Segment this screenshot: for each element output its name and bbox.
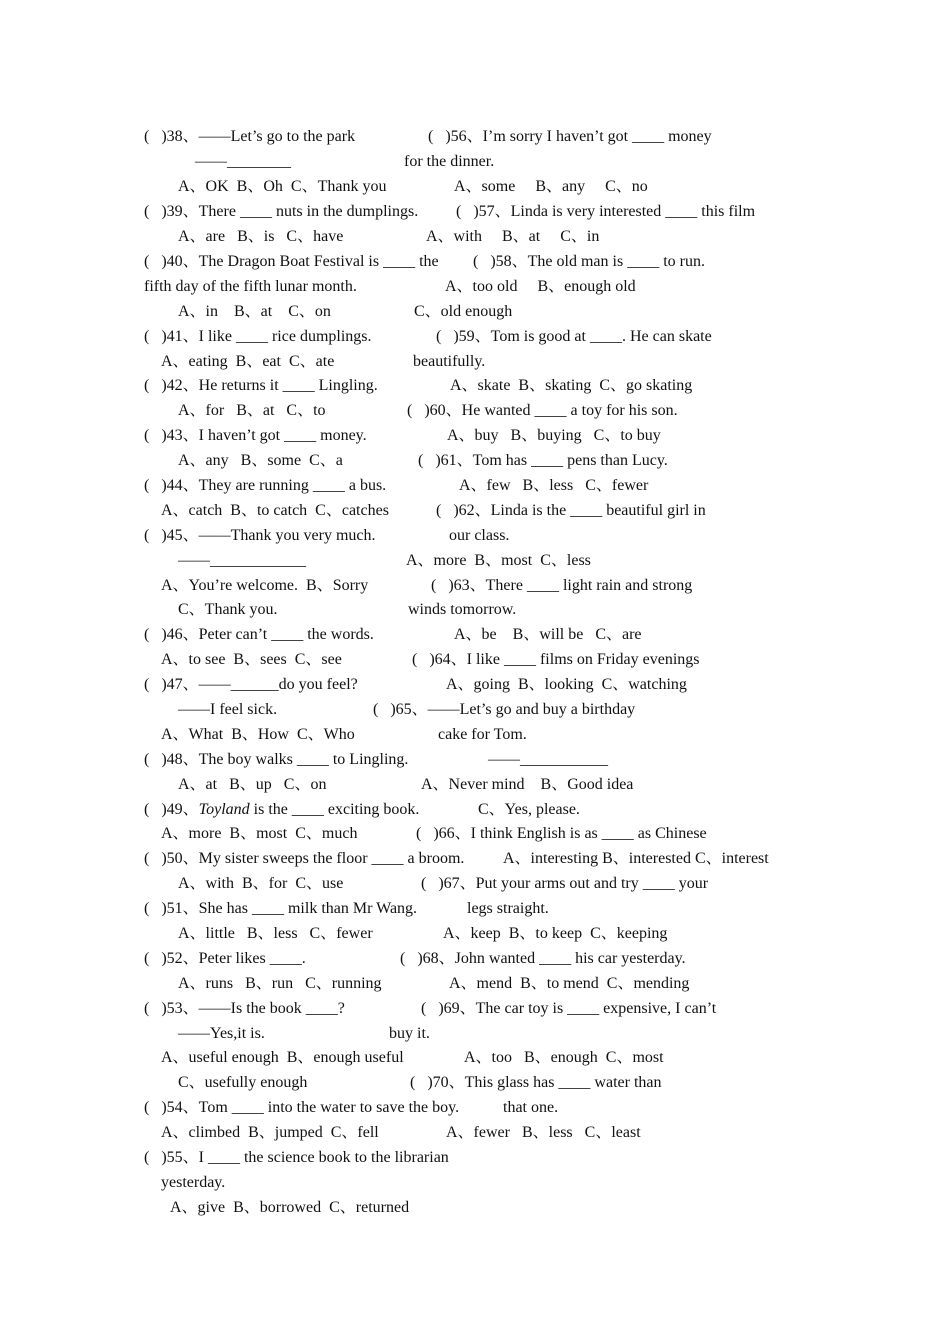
question-62-options: A、more B、most C、less bbox=[406, 552, 591, 569]
question-59-options: A、skate B、skating C、go skating bbox=[450, 377, 693, 394]
question-53: ( )53、——Is the book ____? bbox=[144, 1000, 345, 1017]
question-54-options: A、climbed B、jumped C、fell bbox=[161, 1124, 379, 1141]
question-69-options: A、too B、enough C、most bbox=[464, 1049, 664, 1066]
question-59: ( )59、Tom is good at ____. He can skate bbox=[436, 328, 712, 345]
question-62: ( )62、Linda is the ____ beautiful girl in bbox=[436, 502, 706, 519]
question-68-options: A、mend B、to mend C、mending bbox=[449, 975, 690, 992]
question-67-continued: legs straight. bbox=[467, 900, 549, 917]
question-38-options: A、OK B、Oh C、Thank you bbox=[178, 178, 387, 195]
question-39: ( )39、There ____ nuts in the dumplings. bbox=[144, 203, 419, 220]
question-65: ( )65、——Let’s go and buy a birthday bbox=[373, 701, 636, 718]
question-49 bbox=[144, 800, 419, 820]
question-41-options: A、eating B、eat C、ate bbox=[161, 353, 335, 370]
question-53-options: A、useful enough B、enough useful bbox=[161, 1049, 404, 1066]
question-40-continued: fifth day of the fifth lunar month. bbox=[144, 278, 357, 295]
question-47-reply: ——I feel sick. bbox=[178, 701, 278, 718]
question-67: ( )67、Put your arms out and try ____ your bbox=[421, 875, 709, 892]
question-46-options: A、to see B、sees C、see bbox=[161, 651, 342, 668]
question-54: ( )54、Tom ____ into the water to save the boy. bbox=[144, 1099, 460, 1116]
question-50-options: A、with B、for C、use bbox=[178, 875, 344, 892]
question-57-options: A、with B、at C、in bbox=[426, 228, 600, 245]
question-46: ( )46、Peter can’t ____ the words. bbox=[144, 626, 374, 643]
question-61-options: A、few B、less C、fewer bbox=[459, 477, 649, 494]
question-69: ( )69、The car toy is ____ expensive, I can’t bbox=[421, 1000, 717, 1017]
question-55-continued: yesterday. bbox=[161, 1174, 226, 1191]
question-42-options: A、for B、at C、to bbox=[178, 402, 326, 419]
question-68: ( )68、John wanted ____ his car yesterday. bbox=[400, 950, 686, 967]
question-62-continued: our class. bbox=[449, 527, 510, 544]
question-65-option-c: C、Yes, please. bbox=[478, 801, 580, 818]
question-55-options: A、give B、borrowed C、returned bbox=[170, 1199, 410, 1216]
question-47: ( )47、——______do you feel? bbox=[144, 676, 358, 693]
question-65-options: A、Never mind B、Good idea bbox=[421, 776, 634, 793]
question-58-option-c: C、old enough bbox=[414, 303, 513, 320]
question-42: ( )42、He returns it ____ Lingling. bbox=[144, 377, 378, 394]
question-52-options: A、runs B、run C、running bbox=[178, 975, 382, 992]
question-49-book-title: Toyland bbox=[198, 801, 250, 818]
question-47-options: A、What B、How C、Who bbox=[161, 726, 355, 743]
question-56: ( )56、I’m sorry I haven’t got ____ money bbox=[428, 128, 712, 145]
question-63-options: A、be B、will be C、are bbox=[454, 626, 642, 643]
question-49-options: A、more B、most C、much bbox=[161, 825, 358, 842]
question-45-option-c: C、Thank you. bbox=[178, 601, 278, 618]
question-53-reply: ——Yes,it is. bbox=[178, 1025, 265, 1042]
question-39-options: A、are B、is C、have bbox=[178, 228, 344, 245]
question-66-options: A、interesting B、interested C、interest bbox=[503, 850, 769, 867]
question-38: ( )38、——Let’s go to the park bbox=[144, 128, 356, 145]
question-67-options: A、keep B、to keep C、keeping bbox=[443, 925, 668, 942]
question-57: ( )57、Linda is very interested ____ this film bbox=[456, 203, 756, 220]
question-41: ( )41、I like ____ rice dumplings. bbox=[144, 328, 372, 345]
question-69-continued: buy it. bbox=[389, 1025, 430, 1042]
question-59-continued: beautifully. bbox=[413, 353, 486, 370]
question-64: ( )64、I like ____ films on Friday evenings bbox=[412, 651, 700, 668]
question-53-option-c: C、usefully enough bbox=[178, 1074, 308, 1091]
question-70: ( )70、This glass has ____ water than bbox=[410, 1074, 662, 1091]
question-63: ( )63、There ____ light rain and strong bbox=[431, 577, 693, 594]
question-58-options: A、too old B、enough old bbox=[445, 278, 636, 295]
question-40: ( )40、The Dragon Boat Festival is ____ the bbox=[144, 253, 439, 270]
question-38-reply-blank: ——________ bbox=[195, 153, 291, 170]
question-51: ( )51、She has ____ milk than Mr Wang. bbox=[144, 900, 418, 917]
question-70-continued: that one. bbox=[503, 1099, 559, 1116]
question-56-options: A、some B、any C、no bbox=[454, 178, 648, 195]
question-51-options: A、little B、less C、fewer bbox=[178, 925, 373, 942]
question-50: ( )50、My sister sweeps the floor ____ a broom. bbox=[144, 850, 465, 867]
question-40-options: A、in B、at C、on bbox=[178, 303, 331, 320]
question-63-continued: winds tomorrow. bbox=[408, 601, 517, 618]
question-56-continued: for the dinner. bbox=[404, 153, 495, 170]
question-43: ( )43、I haven’t got ____ money. bbox=[144, 427, 367, 444]
question-44-options: A、catch B、to catch C、catches bbox=[161, 502, 389, 519]
question-43-options: A、any B、some C、a bbox=[178, 452, 343, 469]
question-45-reply-blank: ——____________ bbox=[178, 552, 306, 569]
question-44: ( )44、They are running ____ a bus. bbox=[144, 477, 387, 494]
question-64-options: A、going B、looking C、watching bbox=[446, 676, 687, 693]
question-58: ( )58、The old man is ____ to run. bbox=[473, 253, 705, 270]
question-45: ( )45、——Thank you very much. bbox=[144, 527, 376, 544]
question-48-options: A、at B、up C、on bbox=[178, 776, 327, 793]
question-45-options: A、You’re welcome. B、Sorry bbox=[161, 577, 369, 594]
question-52: ( )52、Peter likes ____. bbox=[144, 950, 306, 967]
question-48: ( )48、The boy walks ____ to Lingling. bbox=[144, 751, 409, 768]
question-61: ( )61、Tom has ____ pens than Lucy. bbox=[418, 452, 668, 469]
question-49-text: is the ____ exciting book. bbox=[249, 801, 420, 818]
question-60-options: A、buy B、buying C、to buy bbox=[447, 427, 661, 444]
question-66: ( )66、I think English is as ____ as Chinese bbox=[416, 825, 707, 842]
question-70-options: A、fewer B、less C、least bbox=[446, 1124, 641, 1141]
question-65-reply-blank: ——___________ bbox=[488, 751, 608, 768]
question-65-continued: cake for Tom. bbox=[438, 726, 527, 743]
question-55: ( )55、I ____ the science book to the librarian bbox=[144, 1149, 449, 1166]
question-60: ( )60、He wanted ____ a toy for his son. bbox=[407, 402, 678, 419]
question-49-number: ( )49、 bbox=[144, 801, 199, 818]
